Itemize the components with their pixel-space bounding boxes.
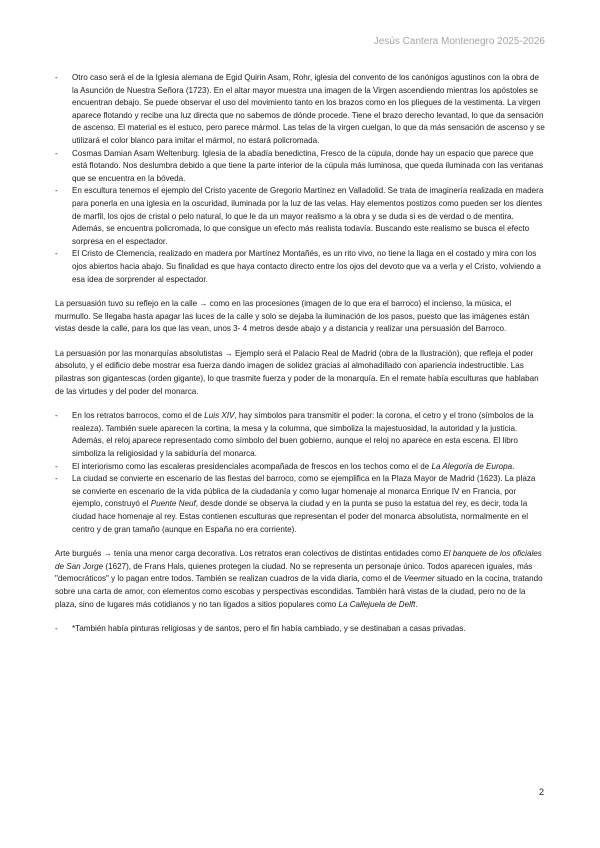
bullet-list-examples bbox=[55, 72, 545, 286]
list-item: - En escultura tenemos el ejemplo del Cristo yacente de Gregorio Martínez en Valladolid. Se trata de imaginería realizada en madera para ponerla en una iglesia en la oscuridad, iluminada por la luz de las velas. Hay elementos postizos como pueden ser los dientes de marfil, los ojos de cristal o pelo natural, lo que le da un mayor realismo a la obra y se duda si es de verdad o de mentira. Además, se encuentra policromada, lo que consigue un efecto más realista todavía. Buscando este realismo se busca el efecto sorpresa en el espectador. bbox=[55, 185, 545, 248]
paragraph-monarchies: La persuasión por las monarquías absolutistas → Ejemplo será el Palacio Real de Madrid (obra de la Ilustración), que refleja el poder absoluto, y el edificio debe mostrar esa fuerza dando imagen de solidez gracias al almohadillado con apariencia indestructible. Las pilastras son gigantescas (orden gigante), lo que trasmite fuerza y poder de la monarquía. En el remate había esculturas que hablaban de las virtudes y del poder del monarca. bbox=[55, 348, 539, 396]
document-body bbox=[55, 72, 545, 636]
list-item: - El interiorismo como las escaleras presidenciales acompañada de frescos en los techos como el de La Alegoría de Europa. bbox=[55, 461, 545, 474]
bullet-list-power bbox=[55, 410, 545, 536]
bullet-list-note bbox=[55, 623, 545, 636]
list-item: - Cosmas Damian Asam Weltenburg. Iglesia de la abadía benedictina, Fresco de la cúpula, donde hay un espacio que parece que está flotando. Nos deslumbra debido a que tiene la parte interior de la cúpula más luminosa, que queda iluminada con las ventanas que se encuentra en la bóveda. bbox=[55, 148, 545, 186]
page-header: Jesús Cantera Montenegro 2025-2026 bbox=[373, 36, 545, 47]
list-item: - *También había pinturas religiosas y de santos, pero el fin había cambiado, y se destinaban a casas privadas. bbox=[55, 623, 545, 636]
list-item: - En los retratos barrocos, como el de Luis XIV, hay símbolos para transmitir el poder: la corona, el cetro y el trono (símbolos de la realeza). También suele aparecen la cortina, la mesa y la columna, que simboliza la majestuosidad, la autoridad y la justicia. Además, el reloj aparece representado como símbolo del buen gobierno, aunque el reloj no aparece en esta escena. El libro simboliza la religiosidad y la sabiduría del monarca. bbox=[55, 410, 545, 460]
paragraph-bourgeois-art: Arte burgués → tenía una menor carga decorativa. Los retratos eran colectivos de distintas entidades como El banquete de los oficiales de San Jorge (1627), de Frans Hals, quienes protegen la ciudad. No se representa un personaje único. Todos aparecen iguales, más "democráticos" y lo pagan entre todos. También se realizan cuadros de la vida diaria, como el de Veermer situado en la cocina, tratando sobre una carta de amor, con elementos como escobas y perspectivas escondidas. También hará vistas de la ciudad, pero no de la plaza, sino de lugares más cotidianos y no tan ligados a sitios populares como La Callejuela de Delft. bbox=[55, 549, 543, 609]
paragraph-persuasion-street: La persuasión tuvo su reflejo en la calle → como en las procesiones (imagen de lo que era el barroco) el incienso, la música, el murmullo. Se llegaba hasta apagar las luces de la calle y solo se dejaba la iluminación de los pasos, puesto que las imágenes están vistas desde la calle, para los que las vean, unos 3- 4 metros desde abajo y a distancia y realizar una persuasión del Barroco. bbox=[55, 299, 530, 334]
list-item: - El Cristo de Clemencia, realizado en madera por Martínez Montañés, es un rito vivo, no tiene la llaga en el costado y mira con los ojos abiertos hacia abajo. Su finalidad es que haya contacto directo entre los ojos del devoto que va a verla y el Cristo, volviendo a esa idea de sorprender al espectador. bbox=[55, 248, 545, 286]
page-number: 2 bbox=[538, 787, 544, 797]
list-item: - La ciudad se convierte en escenario de las fiestas del barroco, como se ejemplifica en la Plaza Mayor de Madrid (1623). La plaza se convierte en escenario de la vida pública de la ciudadanía y como lugar homenaje al monarca Enrique IV en Francia, por ejemplo, construyó el Puente Neuf, desde donde se observa la ciudad y en la punta se puso la estatua del rey, es decir, toda la ciudad hace homenaje al rey. Estas contienen esculturas que representan el poder del monarca absolutista, normalmente en el centro y de gran tamaño (aunque en España no era corriente). bbox=[55, 473, 545, 536]
list-item: - Otro caso será el de la Iglesia alemana de Egid Quirin Asam, Rohr, iglesia del convento de los canónigos agustinos con la obra de la Asunción de Nuestra Señora (1723). En el altar mayor muestra una imagen de la Virgen ascendiendo mientras los apóstoles se encuentran debajo. Se puede observar el uso del movimiento tanto en los brazos como en los pliegues de la vestimenta. La virgen aparece flotando y recibe una luz directa que no sabemos de dónde procede. Tiene el brazo derecho levantad, lo que da sensación de ascenso. El material es el estuco, pero parece mármol. Las telas de la virgen cuelgan, lo que da más sensación de ascenso y se utilizará el color blanco para imitar el mármol, no estará policromada. bbox=[55, 72, 545, 148]
